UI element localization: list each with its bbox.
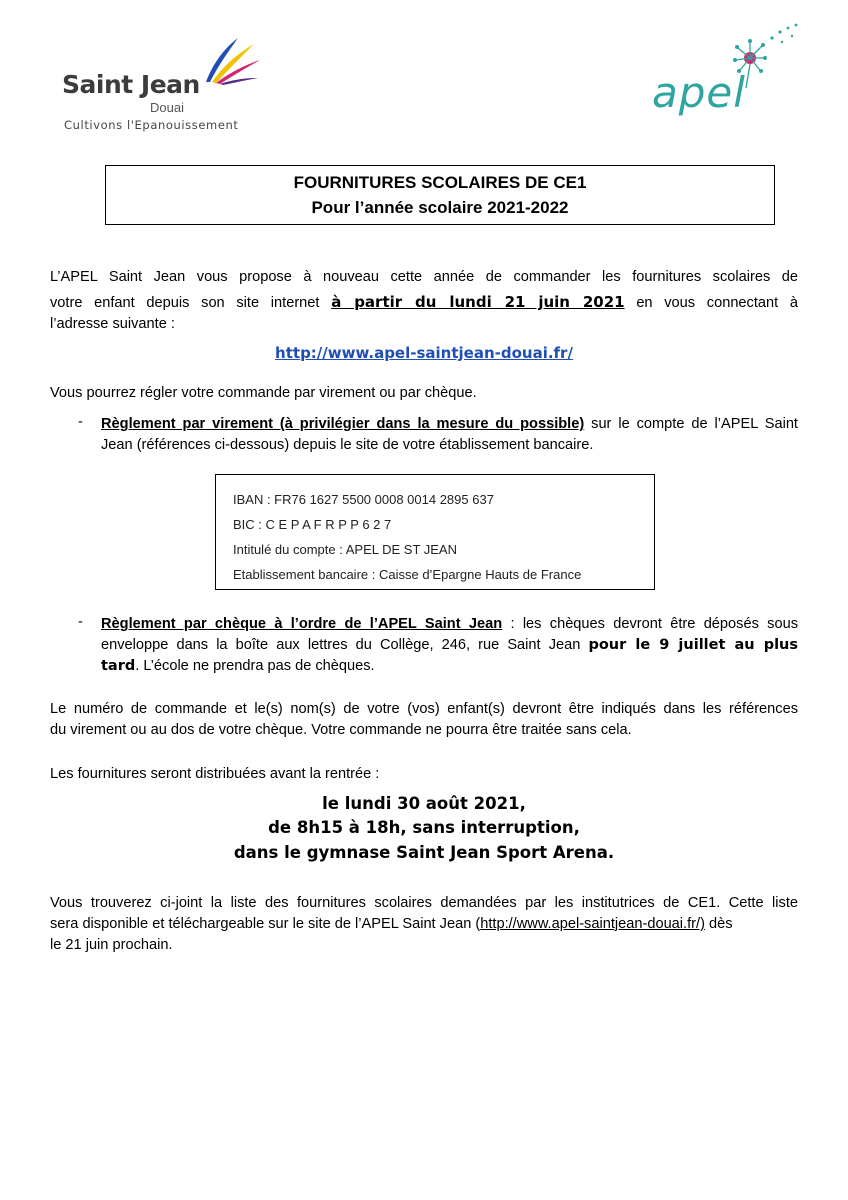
- school-name: Saint Jean: [62, 70, 200, 99]
- event-hours: de 8h15 à 18h, sans interruption,: [268, 818, 580, 837]
- cheque-text-1: : les chèques devront être déposés sous: [510, 616, 798, 632]
- cheque-deadline: pour le 9 juillet au plus: [588, 637, 798, 653]
- closing-line-2: [50, 914, 733, 935]
- title-line-1: FOURNITURES SCOLAIRES DE CE1: [293, 173, 587, 192]
- website-link[interactable]: http://www.apel-saintjean-douai.fr/: [275, 344, 573, 362]
- event-location: dans le gymnase Saint Jean Sport Arena.: [233, 843, 615, 862]
- virement-label: Règlement par virement (à privilégier dans la mesure du possible): [101, 416, 585, 432]
- payment-intro: Vous pourrez régler votre commande par virement ou par chèque.: [50, 385, 477, 401]
- order-note-line-2: du virement ou au dos de votre chèque. Votre commande ne pourra être traitée sans cela.: [50, 722, 632, 738]
- intro-line-3: l’adresse suivante :: [50, 316, 175, 332]
- virement-line-1: [101, 414, 798, 435]
- school-tagline: Cultivons l'Epanouissement: [64, 118, 239, 132]
- cheque-line-2: [101, 635, 798, 656]
- apel-logo: [640, 20, 810, 130]
- apel-wordmark: apel: [652, 68, 746, 117]
- order-note-line-1: Le numéro de commande et le(s) nom(s) de votre (vos) enfant(s) devront être indiqués dans les références: [50, 701, 798, 717]
- distribution-intro: Les fournitures seront distribuées avant la rentrée :: [50, 766, 380, 782]
- school-logo: [58, 36, 268, 136]
- intro-text-c: en vous connectant à: [636, 295, 799, 311]
- closing-line-1: Vous trouverez ci-joint la liste des fournitures scolaires demandées par les institutrices de CE1. Cette liste: [50, 895, 798, 911]
- feather-brushstroke-logo: [198, 36, 268, 86]
- document-title-box: [105, 165, 775, 225]
- cheque-label: Règlement par chèque à l’ordre de l’APEL Saint Jean: [101, 616, 503, 632]
- closing-text-a: sera disponible et téléchargeable sur le site de l’APEL Saint Jean (: [50, 916, 481, 932]
- closing-website-link[interactable]: http://www.apel-saintjean-douai.fr/): [480, 916, 705, 932]
- cheque-text-3b: . L’école ne prendra pas de chèques.: [135, 658, 375, 674]
- bank-iban: IBAN : FR76 1627 5500 0008 0014 2895 637: [233, 492, 494, 507]
- school-city: Douai: [150, 100, 184, 115]
- bullet-dash: -: [78, 414, 83, 430]
- title-line-2: Pour l’année scolaire 2021-2022: [311, 198, 569, 217]
- bullet-dash: -: [78, 614, 83, 630]
- closing-line-3: le 21 juin prochain.: [50, 937, 173, 953]
- virement-line-2: Jean (références ci-dessous) depuis le site de votre établissement bancaire.: [101, 437, 594, 453]
- closing-text-b: dès: [704, 916, 733, 932]
- event-date: le lundi 30 août 2021,: [322, 794, 526, 813]
- bank-details-box: [215, 474, 655, 590]
- cheque-text-2a: enveloppe dans la boîte aux lettres du Collège, 246, rue Saint Jean: [101, 637, 581, 653]
- bank-account-name: Intitulé du compte : APEL DE ST JEAN: [233, 542, 457, 557]
- virement-text-1: sur le compte de l’APEL Saint: [591, 416, 798, 432]
- order-start-date: à partir du lundi 21 juin 2021: [331, 293, 625, 311]
- intro-text-a: votre enfant depuis son site internet: [50, 295, 320, 311]
- cheque-line-3: [101, 656, 375, 677]
- bank-institution: Etablissement bancaire : Caisse d’Epargne Hauts de France: [233, 567, 582, 582]
- bank-bic: BIC : C E P A F R P P 6 2 7: [233, 517, 392, 532]
- cheque-line-1: [101, 614, 798, 635]
- intro-line-2: [50, 292, 798, 314]
- intro-line-1: L’APEL Saint Jean vous propose à nouveau cette année de commander les fournitures scolaires de: [50, 269, 798, 285]
- cheque-deadline-end: tard: [101, 658, 136, 674]
